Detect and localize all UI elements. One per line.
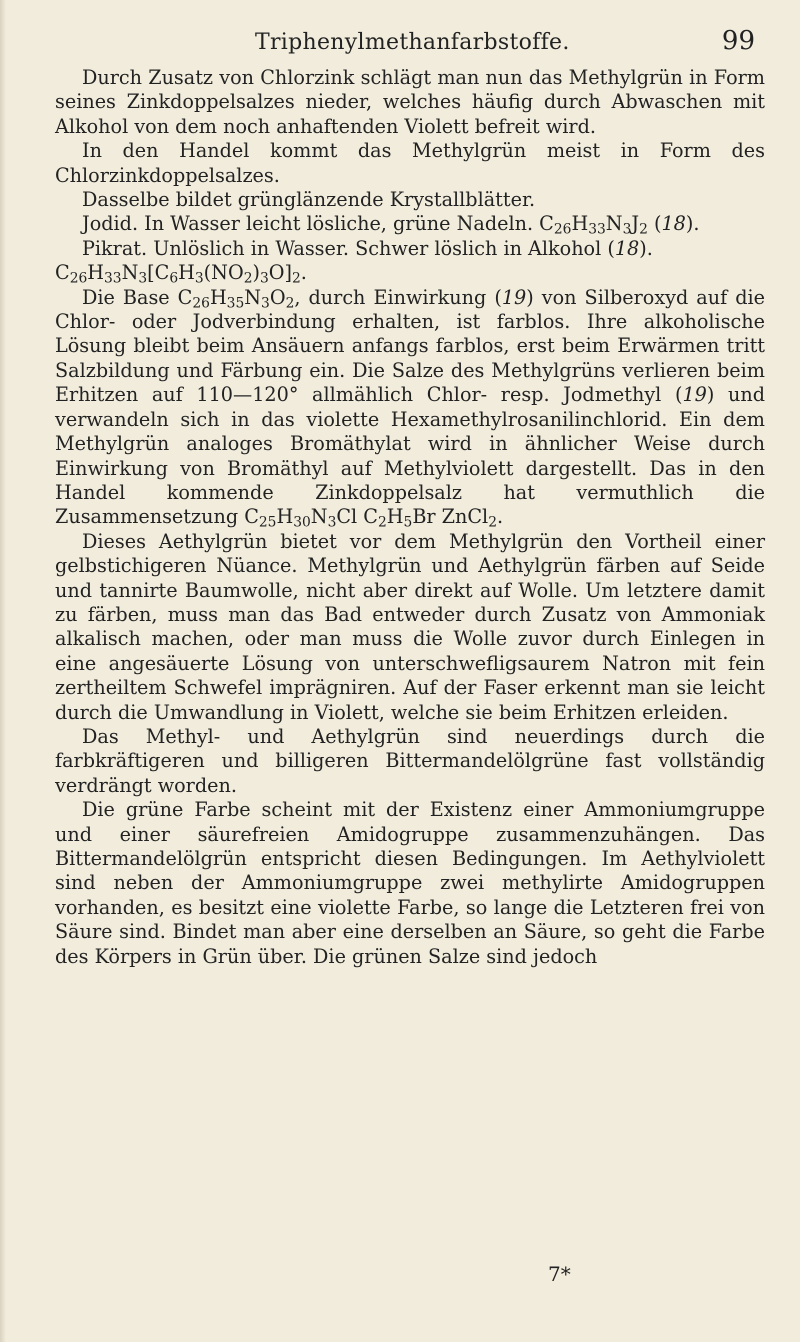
paragraph: Die Base $C_{26}H_{35}N_3O_2$, durch Einwirkung (19) von Silberoxyd auf die Chlor- oder Jodverbindung erhalten, ist farblos. Ihre alkoholische Lösung bleibt beim Ansäuern anfangs farblos, erst beim Erwärmen tritt Salzbildung und Färbung ein. Die Salze des Methylgrüns verlieren beim Erhitzen auf 110—120° allmählich Chlor- resp. Jodmethyl (19) und verwandeln sich in das violette Hexamethylrosanilinchlorid. Ein dem Methylgrün analoges Bromäthylat wird in ähnlicher Weise durch Einwirkung von Bromäthyl auf Methylviolett dargestellt. Das in den Handel kommende Zinkdoppelsalz hat vermuthlich die Zusammensetzung $C_{25}H_{30}N_3Cl$ $C_2H_5Br$ ZnCl$_2$.	[55, 285, 765, 531]
page-header	[55, 18, 755, 58]
body-text	[55, 66, 765, 969]
paragraph: Jodid. In Wasser leicht lösliche, grüne Nadeln. $C_{26}H_{33}N_3J_2$ (18).	[82, 212, 700, 238]
paragraph: Die grüne Farbe scheint mit der Existenz einer Ammoniumgruppe und einer säurefreien Amidogruppe zusammenzuhängen. Das Bittermandelölgrün entspricht diesen Bedingungen. Im Aethylviolett sind neben der Ammoniumgruppe zwei methylirte Amidogruppen vorhanden, es besitzt eine violette Farbe, so lange die Letzteren frei von Säure sind. Bindet man aber eine derselben an Säure, so geht die Farbe des Körpers in Grün über. Die grünen Salze sind jedoch	[55, 798, 765, 968]
paragraph: In den Handel kommt das Methylgrün meist in Form des Chlorzinkdoppelsalzes.	[55, 139, 765, 187]
paragraph: Dasselbe bildet grünglänzende Krystallblätter.	[82, 188, 536, 212]
signature-mark: 7*	[548, 1262, 571, 1286]
paragraph: Durch Zusatz von Chlorzink schlägt man nun das Methylgrün in Form seines Zinkdoppelsalzes nieder, welches häufig durch Abwaschen mit Alkohol von dem noch anhaftenden Violett befreit wird.	[55, 66, 765, 138]
page-edge-shadow	[0, 0, 6, 1342]
paragraph: Dieses Aethylgrün bietet vor dem Methylgrün den Vortheil einer gelbstichigeren Nüance. Methylgrün und Aethylgrün färben auf Seide und tannirte Baumwolle, nicht aber direkt auf Wolle. Um letztere damit zu färben, muss man das Bad entweder durch Zusatz von Ammoniak alkalisch machen, oder man muss die Wolle zuvor durch Einlegen in eine angesäuerte Lösung von unterschwefligsaurem Natron mit fein zertheiltem Schwefel imprägniren. Auf der Faser erkennt man sie leicht durch die Umwandlung in Violett, welche sie beim Erhitzen erleiden.	[55, 529, 765, 724]
paragraph: Das Methyl- und Aethylgrün sind neuerdings durch die farbkräftigeren und billigeren Bittermandelölgrüne fast vollständig verdrängt worden.	[55, 724, 765, 797]
running-title: Triphenylmethanfarbstoffe.	[255, 30, 570, 55]
paragraph: Pikrat. Unlöslich in Wasser. Schwer löslich in Alkohol (18).	[82, 236, 653, 260]
paragraph: $C_{26}H_{33}N_3[C_6H_3(NO_2)_3O]_2$.	[55, 261, 307, 287]
page-number: 99	[721, 26, 755, 56]
